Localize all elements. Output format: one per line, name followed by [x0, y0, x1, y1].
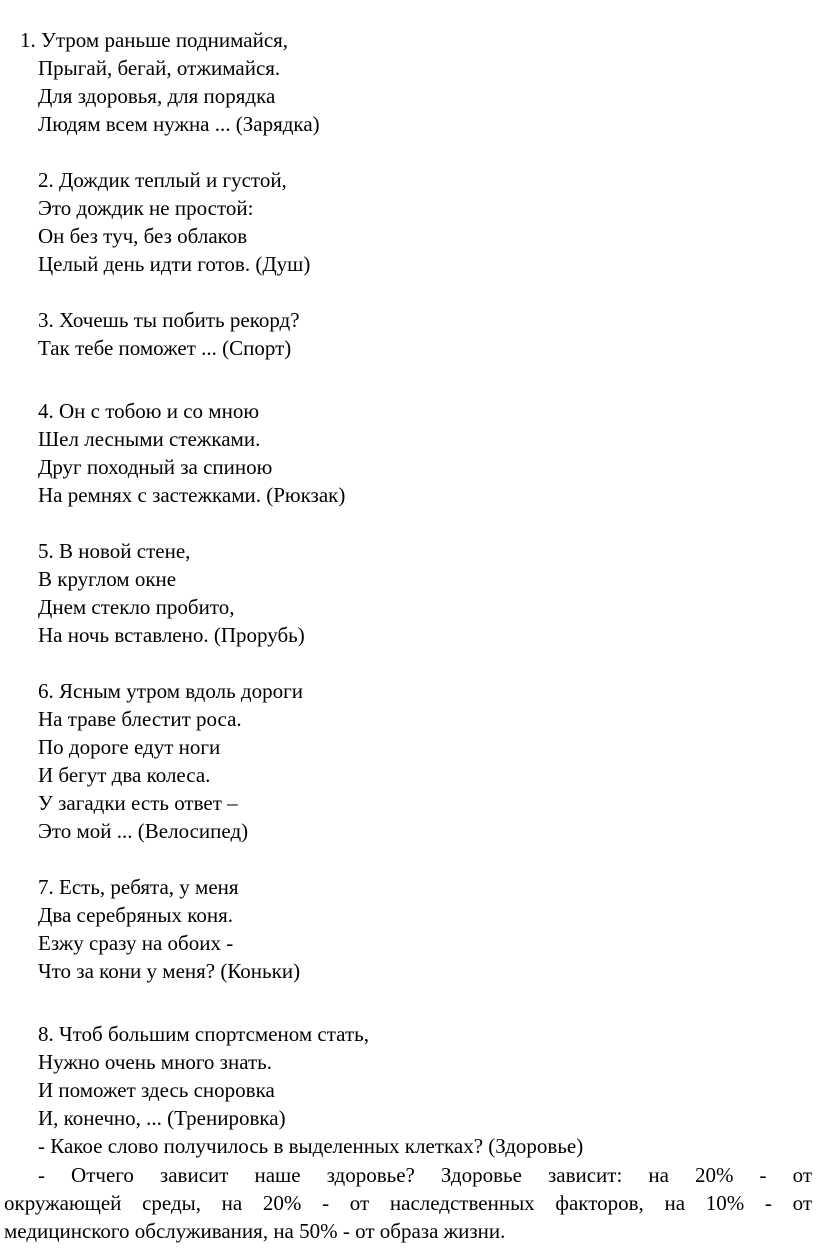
riddle-5-line-4: На ночь вставлено. (Прорубь): [38, 623, 305, 647]
riddle-5-line-1: 5. В новой стене,: [38, 539, 191, 563]
riddle-2-line-3: Он без туч, без облаков: [38, 224, 248, 248]
riddle-1-line-3: Для здоровья, для порядка: [38, 84, 276, 108]
riddle-7-line-1: 7. Есть, ребята, у меня: [38, 875, 239, 899]
riddle-5-line-3: Днем стекло пробито,: [38, 595, 235, 619]
question-health-line-3: медицинского обслуживания, на 50% - от образа жизни.: [4, 1219, 506, 1243]
riddle-1-line-2: Прыгай, бегай, отжимайся.: [38, 56, 281, 80]
riddle-8-line-2: Нужно очень много знать.: [38, 1050, 272, 1074]
riddle-5-line-2: В круглом окне: [38, 567, 177, 591]
riddle-8-line-1: 8. Чтоб большим спортсменом стать,: [38, 1022, 369, 1046]
riddle-7-line-4: Что за кони у меня? (Коньки): [38, 959, 301, 983]
riddle-4-line-2: Шел лесными стежками.: [38, 427, 261, 451]
riddle-3-line-1: 3. Хочешь ты побить рекорд?: [38, 308, 300, 332]
riddle-1-line-4: Людям всем нужна ... (Зарядка): [38, 112, 320, 136]
question-health-line-2: окружающей среды, на 20% - от наследственных факторов, на 10% - от: [4, 1191, 812, 1215]
riddle-7-line-2: Два серебряных коня.: [38, 903, 233, 927]
riddle-1-line-1: 1. Утром раньше поднимайся,: [20, 28, 289, 52]
riddle-4-line-3: Друг походный за спиною: [38, 455, 273, 479]
riddle-6-line-1: 6. Ясным утром вдоль дороги: [38, 679, 303, 703]
riddle-6-line-3: По дороге едут ноги: [38, 735, 221, 759]
riddle-7-line-3: Езжу сразу на обоих -: [38, 931, 234, 955]
riddle-4-line-1: 4. Он с тобою и со мною: [38, 399, 260, 423]
question-word-answer: - Какое слово получилось в выделенных клетках? (Здоровье): [38, 1134, 584, 1158]
riddle-8-line-3: И поможет здесь сноровка: [38, 1078, 275, 1102]
riddle-2-line-4: Целый день идти готов. (Душ): [38, 252, 311, 276]
riddle-2-line-1: 2. Дождик теплый и густой,: [38, 168, 287, 192]
riddle-4-line-4: На ремнях с застежками. (Рюкзак): [38, 483, 346, 507]
riddle-6-line-2: На траве блестит роса.: [38, 707, 242, 731]
riddle-3-line-2: Так тебе поможет ... (Спорт): [38, 336, 292, 360]
riddle-6-line-6: Это мой ... (Велосипед): [38, 819, 249, 843]
question-health-line-1: - Отчего зависит наше здоровье? Здоровье зависит: на 20% - от: [38, 1163, 812, 1187]
riddle-8-line-4: И, конечно, ... (Тренировка): [38, 1106, 286, 1130]
riddle-2-line-2: Это дождик не простой:: [38, 196, 254, 220]
riddle-6-line-5: У загадки есть ответ –: [38, 791, 238, 815]
riddle-6-line-4: И бегут два колеса.: [38, 763, 211, 787]
